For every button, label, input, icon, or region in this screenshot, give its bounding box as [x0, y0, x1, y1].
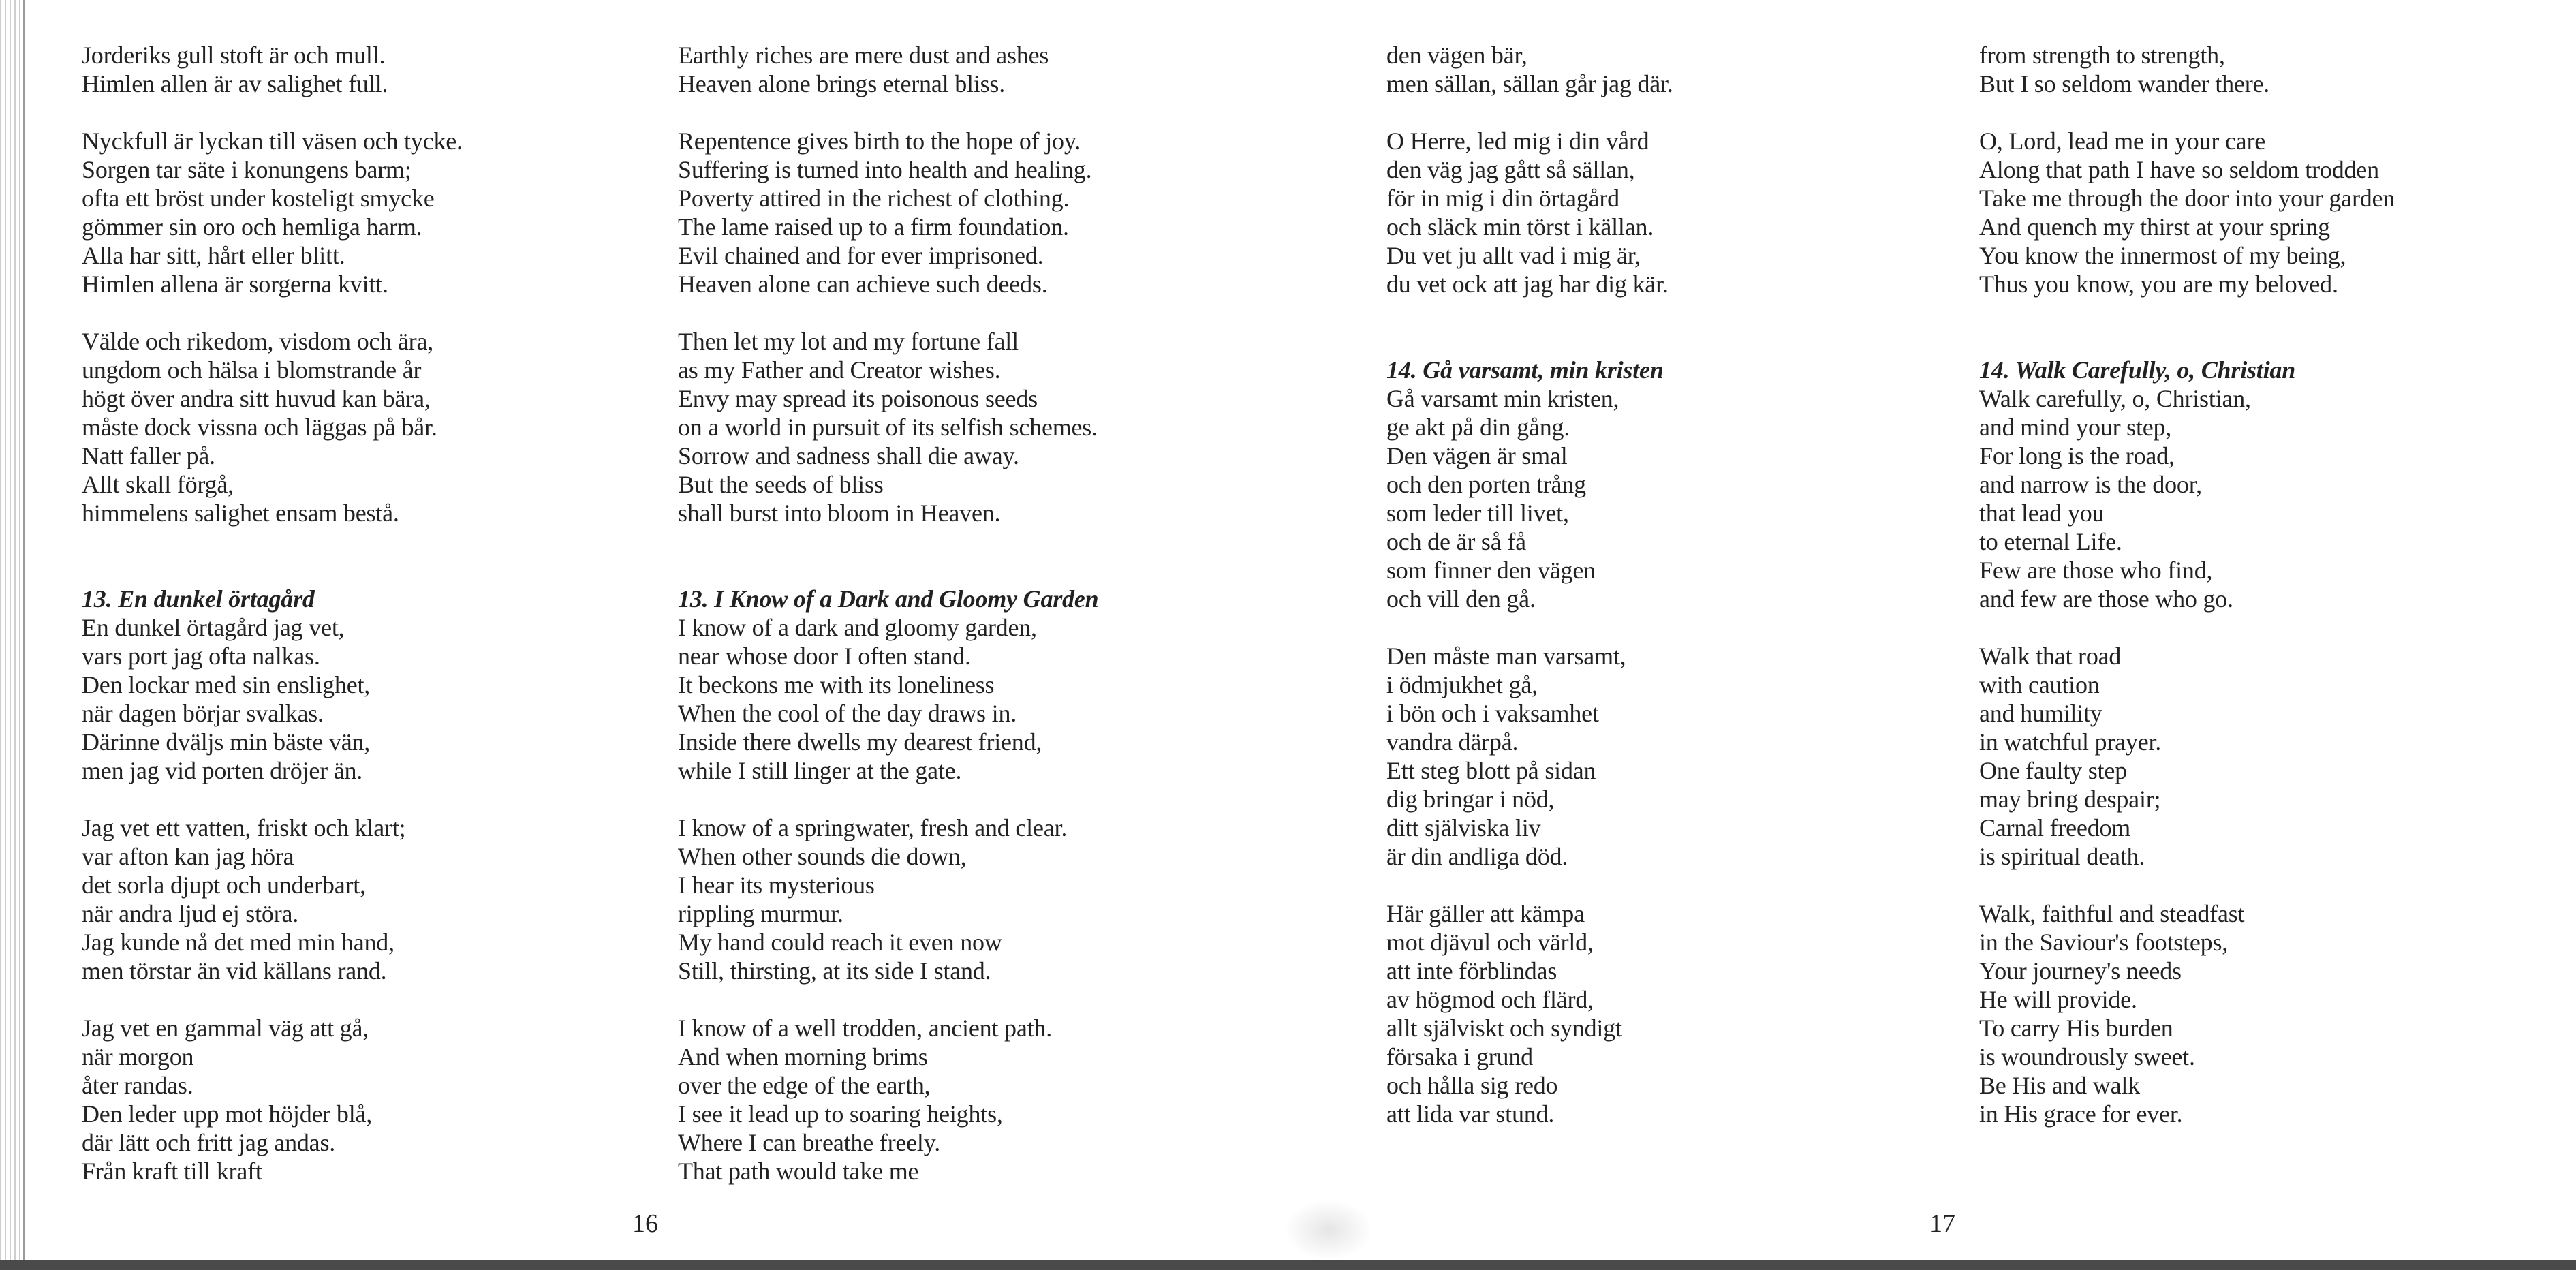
poem-line: The lame raised up to a firm foundation. [678, 213, 1069, 241]
poem-line: den vägen bär, [1386, 42, 1527, 69]
poem-line: Then let my lot and my fortune fall [678, 328, 1019, 355]
poem-line: är din andliga död. [1386, 843, 1568, 870]
left-page-swedish-column [82, 41, 463, 1186]
poem-line [82, 785, 463, 814]
poem-title: 13. I Know of a Dark and Gloomy Garden [678, 585, 1099, 613]
poem-line: när andra ljud ej störa. [82, 900, 299, 927]
poem-line [82, 527, 463, 556]
poem-line: Poverty attired in the richest of clothing. [678, 185, 1070, 212]
poem-line: O, Lord, lead me in your care [1979, 127, 2266, 155]
page-number-right: 17 [1929, 1209, 1955, 1238]
poem-line: and humility [1979, 700, 2102, 727]
poem-line: men jag vid porten dröjer än. [82, 757, 363, 784]
poem-line: det sorla djupt och underbart, [82, 871, 366, 899]
poem-line: Envy may spread its poisonous seeds [678, 385, 1038, 412]
poem-line: as my Father and Creator wishes. [678, 356, 1001, 384]
poem-line: Jag kunde nå det med min hand, [82, 929, 394, 956]
poem-line: Från kraft till kraft [82, 1158, 262, 1185]
poem-line: One faulty step [1979, 757, 2127, 784]
poem-line: En dunkel örtagård jag vet, [82, 614, 345, 641]
poem-line: and few are those who go. [1979, 585, 2233, 613]
poem-line: och den porten trång [1386, 471, 1586, 498]
poem-line: and narrow is the door, [1979, 471, 2202, 498]
poem-line: dig bringar i nöd, [1386, 786, 1555, 813]
poem-line: Evil chained and for ever imprisoned. [678, 242, 1044, 269]
poem-line: Den måste man varsamt, [1386, 642, 1626, 670]
poem-line [1386, 871, 1673, 899]
poem-line [1386, 327, 1673, 356]
poem-line [1386, 98, 1673, 127]
poem-line [1979, 613, 2395, 642]
poem-line: Where I can breathe freely. [678, 1129, 940, 1156]
poem-line: For long is the road, [1979, 442, 2175, 469]
poem-line: Heaven alone can achieve such deeds. [678, 270, 1048, 298]
poem-line: Alla har sitt, hårt eller blitt. [82, 242, 345, 269]
poem-line: Your journey's needs [1979, 957, 2182, 985]
poem-line: is spiritual death. [1979, 843, 2145, 870]
poem-line: Den leder upp mot höjder blå, [82, 1100, 373, 1128]
poem-line: Inside there dwells my dearest friend, [678, 728, 1042, 756]
poem-line: och hålla sig redo [1386, 1072, 1558, 1099]
poem-line [1979, 98, 2395, 127]
poem-line: Himlen allen är av salighet full. [82, 70, 388, 97]
poem-line: Few are those who find, [1979, 557, 2213, 584]
poem-line: may bring despair; [1979, 786, 2161, 813]
poem-line [678, 298, 1098, 327]
poem-line: And quench my thirst at your spring [1979, 213, 2330, 241]
poem-line [678, 556, 1098, 585]
poem-line: I know of a springwater, fresh and clear. [678, 814, 1068, 841]
poem-line: I hear its mysterious [678, 871, 875, 899]
poem-line: is woundrously sweet. [1979, 1043, 2195, 1070]
poem-line: with caution [1979, 671, 2100, 698]
poem-line: Be His and walk [1979, 1072, 2140, 1099]
poem-line [82, 298, 463, 327]
poem-line: It beckons me with its loneliness [678, 671, 995, 698]
poem-line: försaka i grund [1386, 1043, 1533, 1070]
poem-line: Sorgen tar säte i konungens barm; [82, 156, 412, 183]
poem-line: Walk that road [1979, 642, 2122, 670]
poem-line: To carry His burden [1979, 1015, 2173, 1042]
poem-line: och vill den gå. [1386, 585, 1536, 613]
poem-line: himmelens salighet ensam bestå. [82, 499, 399, 527]
poem-line: Nyckfull är lyckan till väsen och tycke. [82, 127, 463, 155]
poem-line: att lida var stund. [1386, 1100, 1555, 1128]
poem-line: ge akt på din gång. [1386, 414, 1570, 441]
poem-line: i ödmjukhet gå, [1386, 671, 1538, 698]
page-gutter-shadow [1284, 1199, 1373, 1260]
poem-line: Suffering is turned into health and healing. [678, 156, 1092, 183]
poem-line: Along that path I have so seldom trodden [1979, 156, 2379, 183]
poem-line: But the seeds of bliss [678, 471, 884, 498]
poem-line: Himlen allena är sorgerna kvitt. [82, 270, 388, 298]
poem-line: gömmer sin oro och hemliga harm. [82, 213, 422, 241]
poem-line: to eternal Life. [1979, 528, 2122, 555]
poem-line: som finner den vägen [1386, 557, 1596, 584]
poem-line: ditt själviska liv [1386, 814, 1541, 841]
poem-line: rippling murmur. [678, 900, 843, 927]
left-page-english-column [678, 41, 1098, 1186]
poem-line [1979, 871, 2395, 899]
poem-line: while I still linger at the gate. [678, 757, 962, 784]
poem-line: Därinne dväljs min bäste vän, [82, 728, 371, 756]
poem-line: and mind your step, [1979, 414, 2172, 441]
poem-line: men sällan, sällan går jag där. [1386, 70, 1673, 97]
poem-line [678, 527, 1098, 556]
poem-line [82, 556, 463, 585]
poem-line: near whose door I often stand. [678, 642, 971, 670]
poem-line: ungdom och hälsa i blomstrande år [82, 356, 422, 384]
poem-line: Ett steg blott på sidan [1386, 757, 1596, 784]
poem-line: Natt faller på. [82, 442, 215, 469]
poem-line: Jag vet en gammal väg att gå, [82, 1015, 369, 1042]
poem-line: Heaven alone brings eternal bliss. [678, 70, 1006, 97]
poem-line: Walk carefully, o, Christian, [1979, 385, 2251, 412]
poem-line: that lead you [1979, 499, 2105, 527]
poem-line: Välde och rikedom, visdom och ära, [82, 328, 434, 355]
poem-line: Jorderiks gull stoft är och mull. [82, 42, 386, 69]
poem-line [82, 985, 463, 1014]
poem-line: du vet ock att jag har dig kär. [1386, 270, 1669, 298]
poem-line: I know of a dark and gloomy garden, [678, 614, 1037, 641]
poem-line: som leder till livet, [1386, 499, 1569, 527]
poem-line: You know the innermost of my being, [1979, 242, 2346, 269]
poem-line: That path would take me [678, 1158, 919, 1185]
poem-line: But I so seldom wander there. [1979, 70, 2270, 97]
poem-line: men törstar än vid källans rand. [82, 957, 387, 985]
poem-line: i bön och i vaksamhet [1386, 700, 1599, 727]
poem-line: Earthly riches are mere dust and ashes [678, 42, 1049, 69]
poem-line: Still, thirsting, at its side I stand. [678, 957, 991, 985]
poem-line: I see it lead up to soaring heights, [678, 1100, 1003, 1128]
poem-line [678, 785, 1098, 814]
poem-line: shall burst into bloom in Heaven. [678, 499, 1001, 527]
poem-line: from strength to strength, [1979, 42, 2225, 69]
book-binding-edge [0, 0, 25, 1270]
bottom-scan-edge [0, 1260, 2576, 1270]
poem-line: When other sounds die down, [678, 843, 967, 870]
poem-line: högt över andra sitt huvud kan bära, [82, 385, 431, 412]
poem-line: för in mig i din örtagård [1386, 185, 1619, 212]
poem-line: måste dock vissna och läggas på bår. [82, 414, 437, 441]
poem-line: on a world in pursuit of its selfish schemes. [678, 414, 1098, 441]
poem-title: 14. Walk Carefully, o, Christian [1979, 356, 2296, 384]
poem-line: My hand could reach it even now [678, 929, 1002, 956]
poem-line: Här gäller att kämpa [1386, 900, 1585, 927]
page-number-left: 16 [632, 1209, 658, 1238]
poem-line: in His grace for ever. [1979, 1100, 2183, 1128]
poem-line [1386, 298, 1673, 327]
poem-line: allt själviskt och syndigt [1386, 1015, 1622, 1042]
poem-line: I know of a well trodden, ancient path. [678, 1015, 1053, 1042]
poem-line: och de är så få [1386, 528, 1526, 555]
right-page-english-column [1979, 41, 2395, 1128]
poem-line: ofta ett bröst under kosteligt smycke [82, 185, 435, 212]
poem-line: och släck min törst i källan. [1386, 213, 1654, 241]
poem-line: Jag vet ett vatten, friskt och klart; [82, 814, 406, 841]
poem-line: Walk, faithful and steadfast [1979, 900, 2245, 927]
poem-title: 14. Gå varsamt, min kristen [1386, 356, 1664, 384]
poem-line: Sorrow and sadness shall die away. [678, 442, 1019, 469]
poem-line [82, 98, 463, 127]
poem-line: Thus you know, you are my beloved. [1979, 270, 2338, 298]
poem-line: And when morning brims [678, 1043, 928, 1070]
poem-line [678, 98, 1098, 127]
poem-line: att inte förblindas [1386, 957, 1557, 985]
poem-line: Take me through the door into your garden [1979, 185, 2395, 212]
poem-line: Du vet ju allt vad i mig är, [1386, 242, 1641, 269]
poem-title: 13. En dunkel örtagård [82, 585, 315, 613]
poem-line: var afton kan jag höra [82, 843, 294, 870]
poem-line [1979, 298, 2395, 327]
poem-line: när dagen börjar svalkas. [82, 700, 324, 727]
poem-line: när morgon [82, 1043, 194, 1070]
poem-line: av högmod och flärd, [1386, 986, 1594, 1013]
poem-line: vars port jag ofta nalkas. [82, 642, 320, 670]
poem-line: He will provide. [1979, 986, 2137, 1013]
poem-line: Den lockar med sin enslighet, [82, 671, 371, 698]
poem-line: O Herre, led mig i din vård [1386, 127, 1649, 155]
poem-line: When the cool of the day draws in. [678, 700, 1017, 727]
poem-line: Gå varsamt min kristen, [1386, 385, 1619, 412]
poem-line: åter randas. [82, 1072, 193, 1099]
poem-line: over the edge of the earth, [678, 1072, 931, 1099]
poem-line: Repentence gives birth to the hope of joy. [678, 127, 1081, 155]
poem-line: in watchful prayer. [1979, 728, 2162, 756]
poem-line: Carnal freedom [1979, 814, 2131, 841]
poem-line: Allt skall förgå, [82, 471, 234, 498]
right-page-swedish-column [1386, 41, 1673, 1128]
poem-line: mot djävul och värld, [1386, 929, 1594, 956]
poem-line [1386, 613, 1673, 642]
poem-line [1979, 327, 2395, 356]
poem-line [678, 985, 1098, 1014]
poem-line: den väg jag gått så sällan, [1386, 156, 1635, 183]
poem-line: in the Saviour's footsteps, [1979, 929, 2229, 956]
poem-line: vandra därpå. [1386, 728, 1519, 756]
poem-line: Den vägen är smal [1386, 442, 1568, 469]
poem-line: där lätt och fritt jag andas. [82, 1129, 336, 1156]
